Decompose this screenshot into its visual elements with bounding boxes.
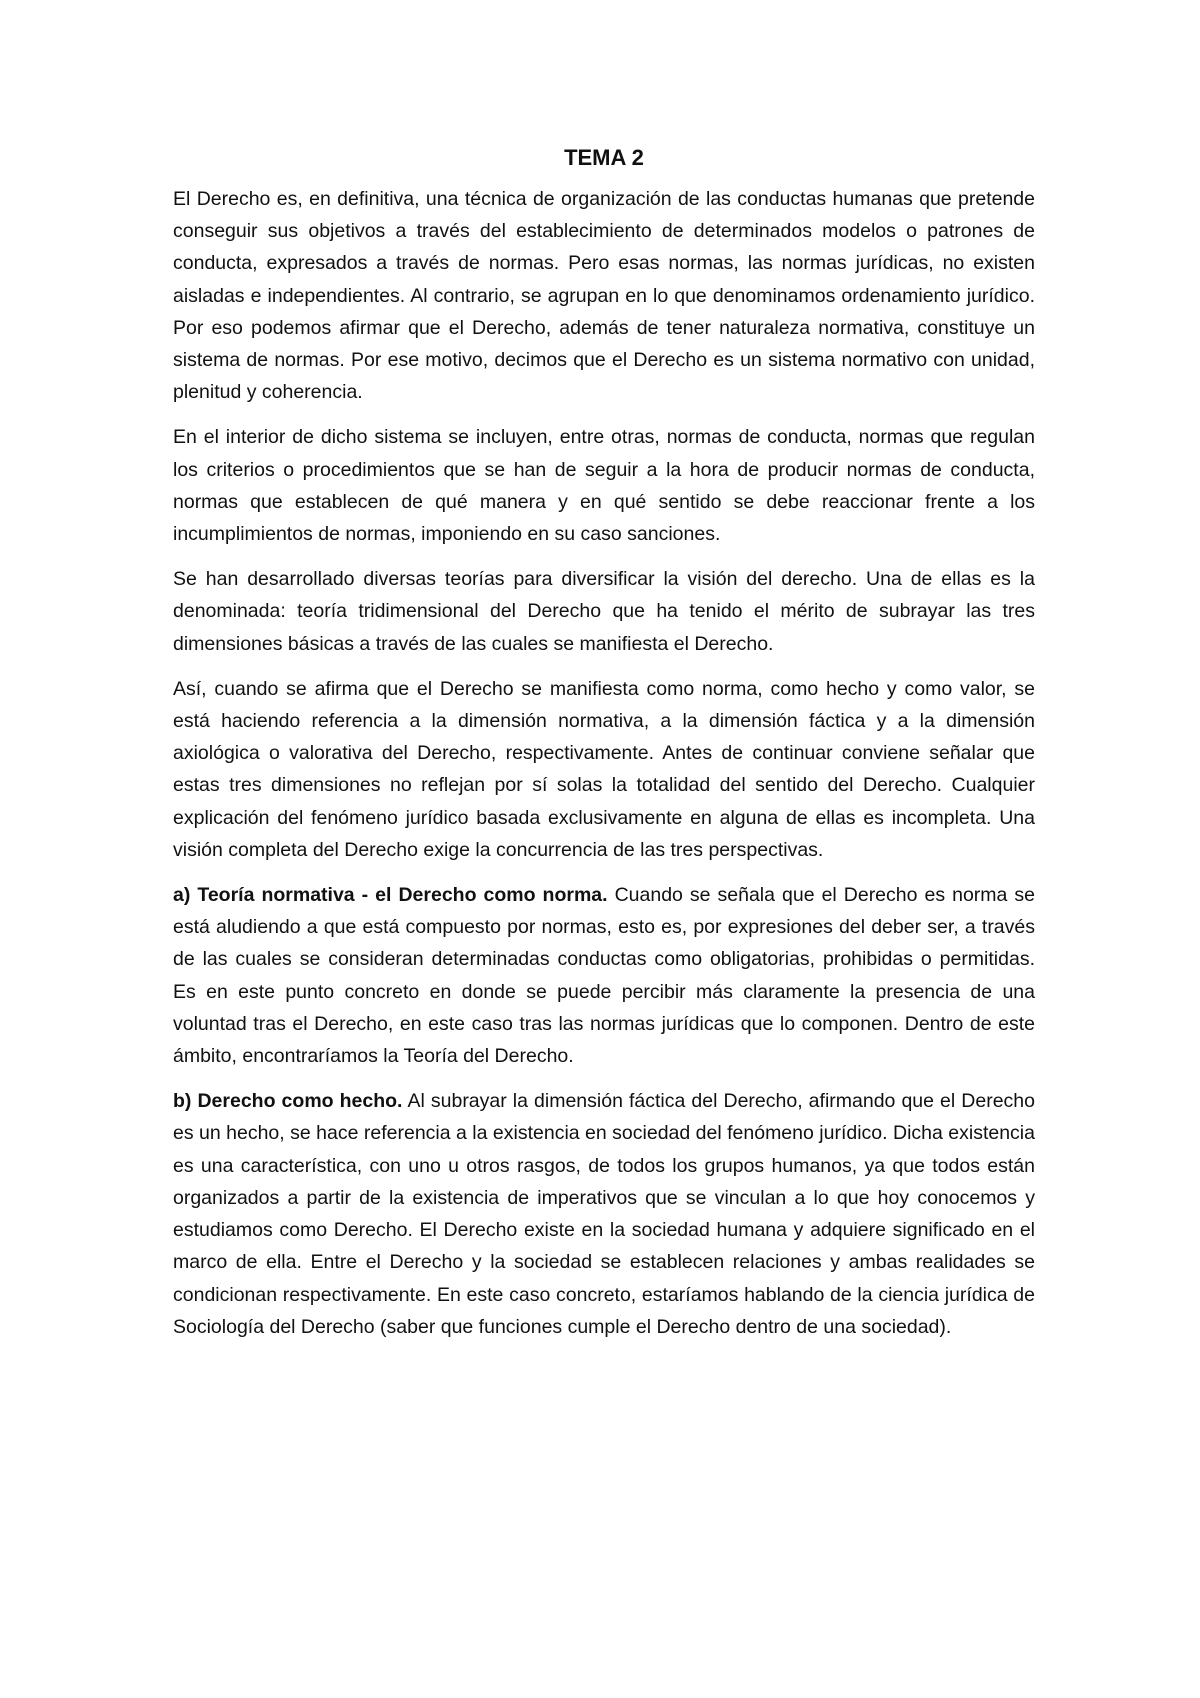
paragraph-derecho-hecho: [173, 1085, 1035, 1343]
paragraph-lead-normativa: a) Teoría normativa - el Derecho como norma.: [173, 884, 608, 907]
paragraph-teoria-normativa: [173, 879, 1035, 1072]
paragraph-body-normativa: Cuando se señala que el Derecho es norma se está aludiendo a que está compuesto por normas, esto es, por expresiones del deber ser, a través de las cuales se consideran determinadas conductas como obligatorias, prohibidas o permitidas. Es en este punto concreto en donde se puede percibir más claramente la presencia de una voluntad tras el Derecho, en este caso tras las normas jurídicas que lo componen. Dentro de este ámbito, encontraríamos la Teoría del Derecho.: [173, 884, 1035, 1068]
paragraph-body-hecho: Al subrayar la dimensión fáctica del Derecho, afirmando que el Derecho es un hecho, se hace referencia a la existencia en sociedad del fenómeno jurídico. Dicha existencia es una característica, con uno u otros rasgos, de todos los grupos humanos, ya que todos están organizados a partir de la existencia de imperativos que se vinculan a lo que hoy conocemos y estudiamos como Derecho. El Derecho existe en la sociedad humana y adquiere significado en el marco de ella. Entre el Derecho y la sociedad se establecen relaciones y ambas realidades se condicionan respectivamente. En este caso concreto, estaríamos hablando de la ciencia jurídica de Sociología del Derecho (saber que funciones cumple el Derecho dentro de una sociedad).: [173, 1090, 1035, 1338]
page-title: TEMA 2: [564, 145, 644, 170]
paragraph-derecho-tecnica: El Derecho es, en definitiva, una técnica de organización de las conductas humanas que pretende conseguir sus objetivos a través del establecimiento de determinados modelos o patrones de conducta, expresados a través de normas. Pero esas normas, las normas jurídicas, no existen aisladas e independientes. Al contrario, se agrupan en lo que denominamos ordenamiento jurídico. Por eso podemos afirmar que el Derecho, además de tener naturaleza normativa, constituye un sistema de normas. Por ese motivo, decimos que el Derecho es un sistema normativo con unidad, plenitud y coherencia.: [173, 188, 1035, 404]
document-body: [173, 143, 1035, 1356]
paragraph-lead-hecho: b) Derecho como hecho.: [173, 1090, 403, 1113]
paragraph-sistema-normas: En el interior de dicho sistema se incluyen, entre otras, normas de conducta, normas que regulan los criterios o procedimientos que se han de seguir a la hora de producir normas de conducta, normas que establecen de qué manera y en qué sentido se debe reaccionar frente a los incumplimientos de normas, imponiendo en su caso sanciones.: [173, 426, 1035, 546]
paragraph-tres-dimensiones: Así, cuando se afirma que el Derecho se manifiesta como norma, como hecho y como valor, se está haciendo referencia a la dimensión normativa, a la dimensión fáctica y a la dimensión axiológica o valorativa del Derecho, respectivamente. Antes de continuar conviene señalar que estas tres dimensiones no reflejan por sí solas la totalidad del sentido del Derecho. Cualquier explicación del fenómeno jurídico basada exclusivamente en alguna de ellas es incompleta. Una visión completa del Derecho exige la concurrencia de las tres perspectivas.: [173, 677, 1035, 861]
paragraph-teoria-tridimensional: Se han desarrollado diversas teorías para diversificar la visión del derecho. Una de ellas es la denominada: teoría tridimensional del Derecho que ha tenido el mérito de subrayar las tres dimensiones básicas a través de las cuales se manifiesta el Derecho.: [173, 568, 1035, 655]
